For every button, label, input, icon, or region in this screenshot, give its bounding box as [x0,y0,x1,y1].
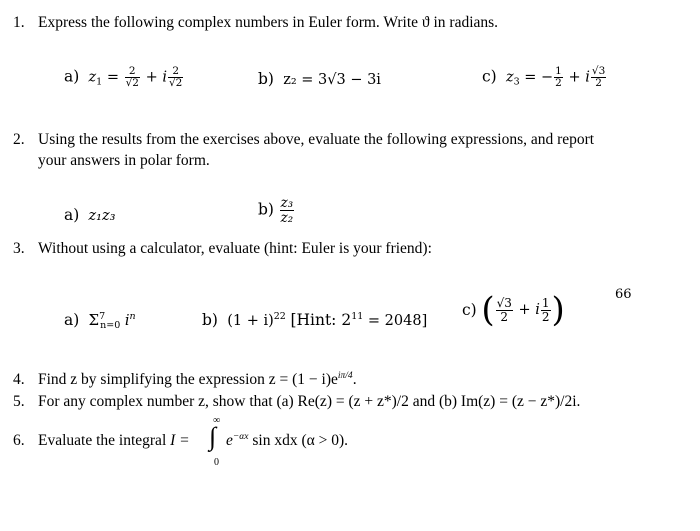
problem-4-expr: Find z by simplifying the expression z = (1 − i)e [38,371,338,388]
problem-1a-frac1-num: 2 [125,66,140,78]
problem-5-number: 5. [13,393,25,410]
problem-2a-label: a) [64,206,80,224]
problem-3b-hint-post: = 2048] [367,313,428,329]
problem-3c-frac2-den: 2 [541,309,550,324]
problem-6-integral-sign: ∫ [209,422,217,451]
problem-3a [64,311,136,331]
problem-3c-frac1 [496,297,513,323]
problem-6-I: I = [170,432,190,449]
problem-3c-plus: + [518,302,531,318]
problem-2b-den: z₂ [280,210,294,227]
problem-2b-frac [280,196,295,225]
problem-6-int-upper: ∞ [213,415,221,426]
problem-3c-label: c) [462,301,477,319]
problem-1a-i: i [162,69,167,86]
problem-5-text: For any complex number z, show that (a) Re(z) = (z + z*)/2 and (b) Im(z) = (z − z*)/2i. [38,393,581,410]
problem-3a-sum-sub: n=0 [100,320,121,331]
problem-1c-frac2-num: √3 [591,65,606,77]
problem-4-end: . [352,371,357,388]
problem-1c [482,66,607,89]
problem-2-text-line2: your answers in polar form. [38,152,210,169]
problem-3a-sum-sup: 7 [99,311,106,322]
problem-3c-rparen: ) [551,290,565,330]
problem-3-number: 3. [13,240,25,257]
problem-4-text [38,371,357,389]
problem-1a-z: z [88,69,97,86]
problem-1c-i: i [585,69,590,86]
problem-1c-sub: 3 [513,76,520,88]
problem-1a-sub: 1 [96,76,103,88]
problem-6-text [38,432,190,450]
problem-3c-frac1-num: √3 [496,295,512,310]
problem-3a-term: i [124,313,130,329]
problem-1c-plus: + [568,69,581,86]
problem-1a-label: a) [64,67,80,86]
problem-3c-lparen: ( [481,290,495,330]
problem-3b-hint-exp: 11 [351,311,364,322]
problem-2-text-line1: Using the results from the exercises above, evaluate the following expressions, and report [38,131,595,148]
problem-1c-frac2-den: 2 [595,77,602,90]
problem-1-text: Express the following complex numbers in Euler form. Write ϑ in radians. [38,14,499,31]
problem-6-number: 6. [13,432,25,449]
problem-1a-frac2-den: √2 [168,77,183,90]
problem-3c [462,290,565,330]
problem-4-exp: iπ/4 [337,371,353,381]
problem-3-text: Without using a calculator, evaluate (hint: Euler is your friend): [38,240,432,257]
problem-2a-expr: z₁z₃ [88,208,116,224]
problem-6-int-lower: 0 [214,457,219,468]
problem-1a [64,66,184,89]
problem-6-e-exp: −αx [232,432,249,442]
problem-1c-frac1 [554,66,563,89]
problem-6-rest: sin xdx (α > 0). [252,432,349,449]
problem-1c-z: z [505,69,514,86]
problem-1a-frac1 [125,66,140,89]
problem-3a-label: a) [64,311,80,329]
problem-3a-sum: Σ [88,311,100,329]
problem-6-e: e [226,432,233,449]
problem-1a-frac2 [168,66,183,89]
problem-1c-frac1-num: 1 [555,65,562,77]
problem-1c-frac1-den: 2 [555,77,562,90]
problem-2a [64,206,115,224]
problem-3a-term-sup: n [129,311,136,322]
problem-6-integrand [226,432,348,450]
problem-2b-num: z₃ [280,195,294,211]
problem-2b-label: b) [258,200,274,219]
problem-1b [258,70,381,88]
problem-3c-frac2 [541,297,551,323]
problem-3b-label: b) [202,311,218,329]
problem-1a-eq: = [106,69,119,86]
problem-3b-hint-pre: [Hint: 2 [290,311,352,329]
problem-1c-label: c) [482,67,497,86]
problem-3c-frac1-den: 2 [500,309,509,324]
problem-3b-base: (1 + i) [227,313,274,329]
problem-1a-frac2-num: 2 [168,66,183,78]
problem-3c-exp: 66 [615,287,632,302]
problem-4-number: 4. [13,371,25,388]
problem-3c-i: i [535,302,540,318]
problem-1a-plus: + [145,69,158,86]
problem-1b-label: b) [258,70,274,88]
problem-2-number: 2. [13,131,25,148]
problem-1a-frac1-den: √2 [125,77,139,90]
problem-1b-expr: z₂ = 3√3 − 3i [283,72,381,88]
problem-3b-exp: 22 [273,311,286,322]
problem-3b [202,311,427,329]
problem-1-number: 1. [13,14,25,31]
problem-1c-eq: = − [524,69,554,86]
problem-2b [258,196,295,225]
problem-3c-frac2-num: 1 [541,295,550,310]
problem-6-pre: Evaluate the integral [38,432,167,449]
problem-1c-frac2 [591,66,606,89]
